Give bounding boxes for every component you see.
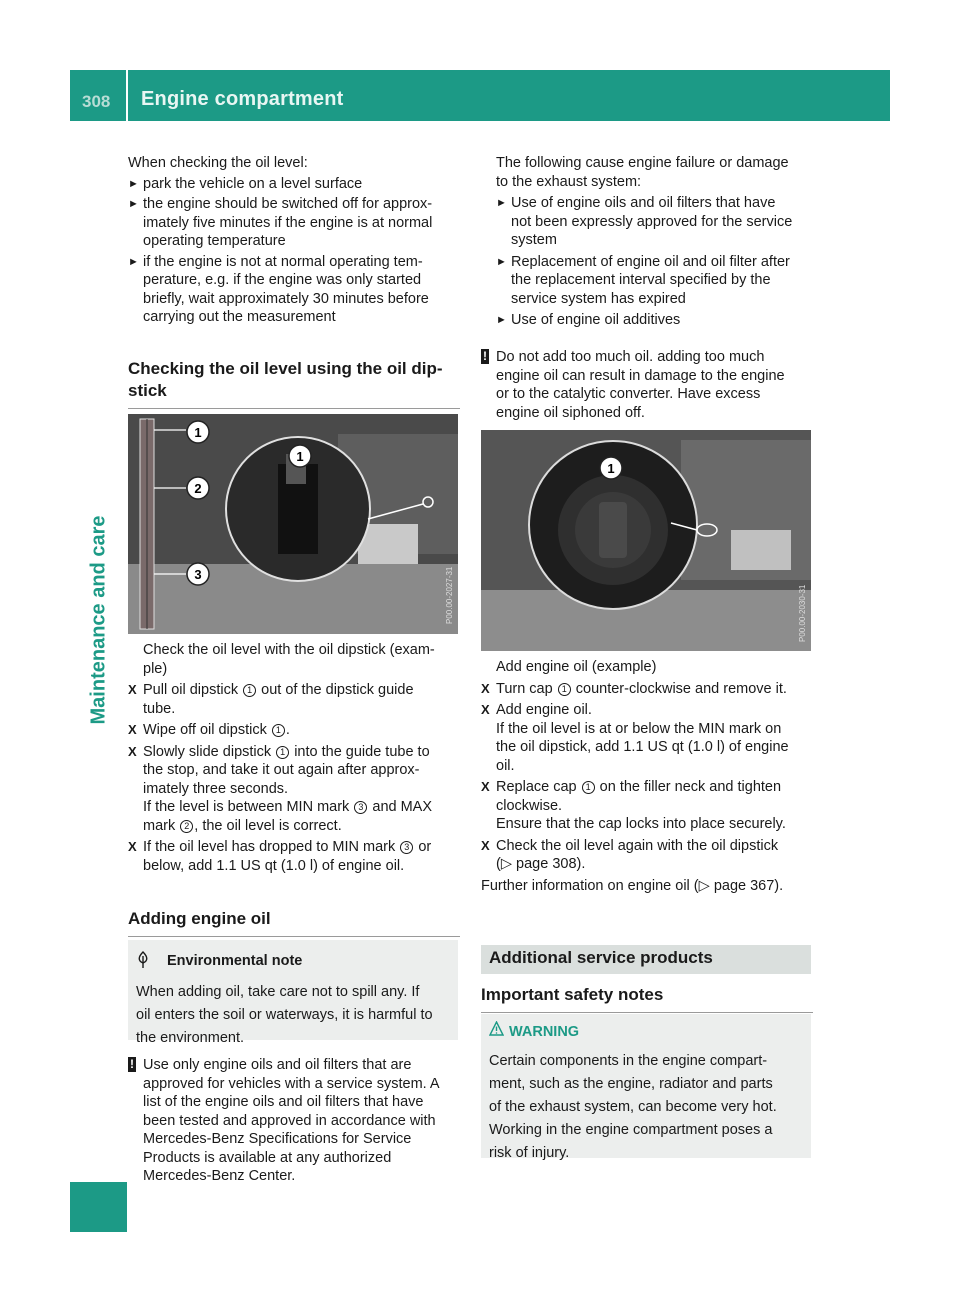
caution-oils: ! Use only engine oils and oil filters that are approved for vehicles with a service system. A list of the engine oils and oil filters that have been tested and approved in accordance with Mercedes-Benz Specifications for Service Products is available at any authorized Mercedes-Benz Center. xyxy=(130,1057,440,1184)
callout-3: 3 xyxy=(194,567,202,582)
dipstick-illustration xyxy=(128,414,458,634)
exclamation-icon: ! xyxy=(483,349,487,363)
adding-oil-steps xyxy=(481,658,813,895)
warning-title: WARNING xyxy=(489,1023,801,1042)
callout-1: 1 xyxy=(194,425,202,440)
step-item: X Check the oil level again with the oil dipstick (▷ page 308). xyxy=(481,837,779,872)
step-item: X Replace cap 1 on the filler neck and tighten clockwise. Ensure that the cap locks into place securely. xyxy=(481,779,786,832)
list-item: ► Use of engine oils and oil filters that have not been expressly approved for the service system xyxy=(496,195,793,248)
page-reference-link[interactable]: page 308). xyxy=(516,856,586,872)
exclamation-icon: ! xyxy=(130,1057,134,1071)
image-caption: Add engine oil (example) xyxy=(496,659,657,675)
marker-3: 3 xyxy=(400,841,413,854)
step-item: X Wipe off oil dipstick 1 . xyxy=(128,722,290,738)
note-body: When adding oil, take care not to spill any. If oil enters the soil or waterways, it is harmful to the environment. xyxy=(136,983,433,1046)
page-ref-arrow-icon: ▷ xyxy=(500,856,512,872)
warning-triangle-icon xyxy=(489,1021,504,1042)
image-caption: Check the oil level with the oil dipstick (exam- ple) xyxy=(143,642,435,677)
marker-1: 1 xyxy=(243,684,256,697)
environmental-note xyxy=(128,940,458,1046)
bullet-icon: ► xyxy=(496,197,507,209)
heading-safety-notes: Important safety notes xyxy=(481,984,813,1013)
right-column xyxy=(481,0,813,1161)
step-item: X Pull oil dipstick 1 out of the dipstick guide tube. xyxy=(128,682,414,717)
image-code: P00.00-2030-31 xyxy=(798,584,807,642)
step-arrow-icon: X xyxy=(481,837,490,853)
list-item: ► Replacement of engine oil and oil filter after the replacement interval specified by the service system has expired xyxy=(496,253,790,307)
callout-1-zoom: 1 xyxy=(296,449,304,464)
step-item: X Turn cap 1 counter-clockwise and remove it. xyxy=(481,680,787,697)
bullet-icon: ► xyxy=(496,255,507,268)
heading-oil-dipstick: Checking the oil level using the oil dip- stick xyxy=(128,358,460,409)
bullet-icon: ► xyxy=(128,198,139,210)
step-arrow-icon: X xyxy=(481,702,490,717)
left-column xyxy=(128,0,460,1184)
page-ref-arrow-icon: ▷ xyxy=(698,877,710,894)
bullet-icon: ► xyxy=(128,255,139,268)
intro-text: When checking the oil level: xyxy=(128,155,308,171)
damage-causes xyxy=(481,154,813,330)
step-item: X If the oil level has dropped to MIN mark 3 or below, add 1.1 US qt (1.0 l) of engine oil. xyxy=(128,839,432,874)
marker-1: 1 xyxy=(558,683,571,696)
oil-check-conditions xyxy=(128,154,460,327)
list-item: ► the engine should be switched off for approx- imately five minutes if the engine is at normal operating temperature xyxy=(128,196,433,249)
section-heading-service-products: Additional service products xyxy=(481,945,811,974)
callout-2: 2 xyxy=(194,481,202,496)
list-item: ► park the vehicle on a level surface xyxy=(128,175,363,192)
bullet-icon: ► xyxy=(128,177,139,190)
marker-1: 1 xyxy=(582,781,595,794)
chapter-label: Maintenance and care xyxy=(87,515,110,725)
step-item: X Slowly slide dipstick 1 into the guide tube to the stop, and take it out again after approx- imately three seconds. If the level is between MIN mark 3 and MAX mark 2 , the oil level is correct. xyxy=(128,743,433,834)
oil-cap-photo xyxy=(481,430,811,651)
step-arrow-icon: X xyxy=(128,839,137,854)
warning-body: Certain components in the engine compart- ment, such as the engine, radiator and parts of the exhaust system, can become very hot. Working in the engine compartment poses a risk of injury. xyxy=(489,1052,777,1161)
list-item: ► if the engine is not at normal operating tem- perature, e.g. if the engine was only started briefly, wait approximately 30 minutes before carrying out the measurement xyxy=(128,253,429,325)
image-code: P00.00-2027-31 xyxy=(445,566,454,624)
marker-1: 1 xyxy=(272,724,285,737)
page-number: 308 xyxy=(82,92,111,111)
oil-cap-illustration xyxy=(481,430,811,651)
step-arrow-icon: X xyxy=(481,680,490,696)
marker-3: 3 xyxy=(354,801,367,814)
page-reference-link[interactable]: page 367). xyxy=(713,877,784,894)
caution-overfill: ! Do not add too much oil. adding too much engine oil can result in damage to the engine or to the catalytic converter. Have excess engine oil siphoned off. xyxy=(483,349,785,421)
list-item: ► Use of engine oil additives xyxy=(496,312,681,328)
bullet-icon: ► xyxy=(496,314,507,326)
step-arrow-icon: X xyxy=(128,743,137,759)
intro-text: The following cause engine failure or damage to the exhaust system: xyxy=(496,155,789,190)
dipstick-steps xyxy=(128,641,460,875)
further-info: Further information on engine oil (▷ page 367). xyxy=(481,877,784,894)
marker-2: 2 xyxy=(180,820,193,833)
callout-1: 1 xyxy=(607,461,615,476)
step-arrow-icon: X xyxy=(481,779,490,794)
page-title: Engine compartment xyxy=(141,88,344,110)
step-arrow-icon: X xyxy=(128,682,137,697)
warning-box xyxy=(481,1014,811,1161)
environment-icon xyxy=(136,951,150,975)
step-arrow-icon: X xyxy=(128,722,137,737)
heading-adding-oil: Adding engine oil xyxy=(128,908,460,937)
chapter-tab xyxy=(70,1182,127,1232)
step-item: X Add engine oil. If the oil level is at or below the MIN mark on the oil dipstick, add 1.1 US qt (1.0 l) of engine oil. xyxy=(481,702,789,774)
marker-1: 1 xyxy=(276,746,289,759)
note-title: Environmental note xyxy=(136,952,448,971)
dipstick-photo xyxy=(128,414,458,634)
